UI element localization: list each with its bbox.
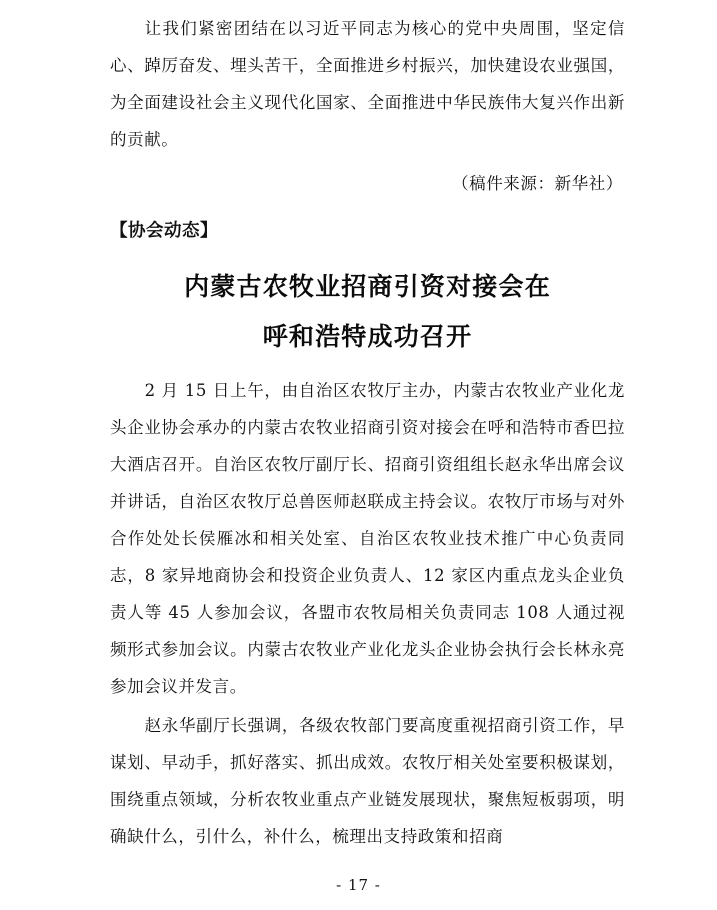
section-tag: 【协会动态】 bbox=[110, 221, 218, 241]
body-paragraph-2: 赵永华副厅长强调，各级农牧部门要高度重视招商引资工作，早谋划、早动手，抓好落实、抓出成效。农牧厅相关处室要积极谋划，围绕重点领域，分析农牧业重点产业链发展现状，聚焦短板弱项，明确缺什么，引什么，补什么，梳理出支持政策和招商 bbox=[110, 716, 625, 846]
headline-line-2: 呼和浩特成功召开 bbox=[262, 322, 473, 351]
body-paragraph-1: 2 月 15 日上午，由自治区农牧厅主办，内蒙古农牧业产业化龙头企业协会承办的内蒙古农牧业招商引资对接会在呼和浩特市香巴拉大酒店召开。自治区农牧厅副厅长、招商引资组组长赵永华出席会议并讲话，自治区农牧厅总兽医师赵联成主持会议。农牧厅市场与对外合作处处长侯雁冰和相关处室、自治区农牧业技术推广中心负责同志，8 家异地商协会和投资企业负责人、12 家区内重点龙头企业负责人等 45 人参加会议，各盟市农牧局相关负责同志 108 人通过视频形式参加会议。内蒙古农牧业产业化龙头企业协会执行会长林永亮参加会议并发言。 bbox=[110, 381, 625, 696]
article-headline bbox=[110, 262, 625, 362]
article-body bbox=[110, 372, 625, 855]
source-credit: （稿件来源：新华社） bbox=[452, 174, 623, 193]
opening-paragraph: 让我们紧密团结在以习近平同志为核心的党中央周围，坚定信心、踔厉奋发、埋头苦干，全面推进乡村振兴，加快建设农业强国，为全面建设社会主义现代化国家、全面推进中华民族伟大复兴作出新的贡献。 bbox=[110, 19, 625, 149]
headline-line-1: 内蒙古农牧业招商引资对接会在 bbox=[184, 272, 551, 301]
page-number: - 17 - bbox=[336, 876, 381, 894]
